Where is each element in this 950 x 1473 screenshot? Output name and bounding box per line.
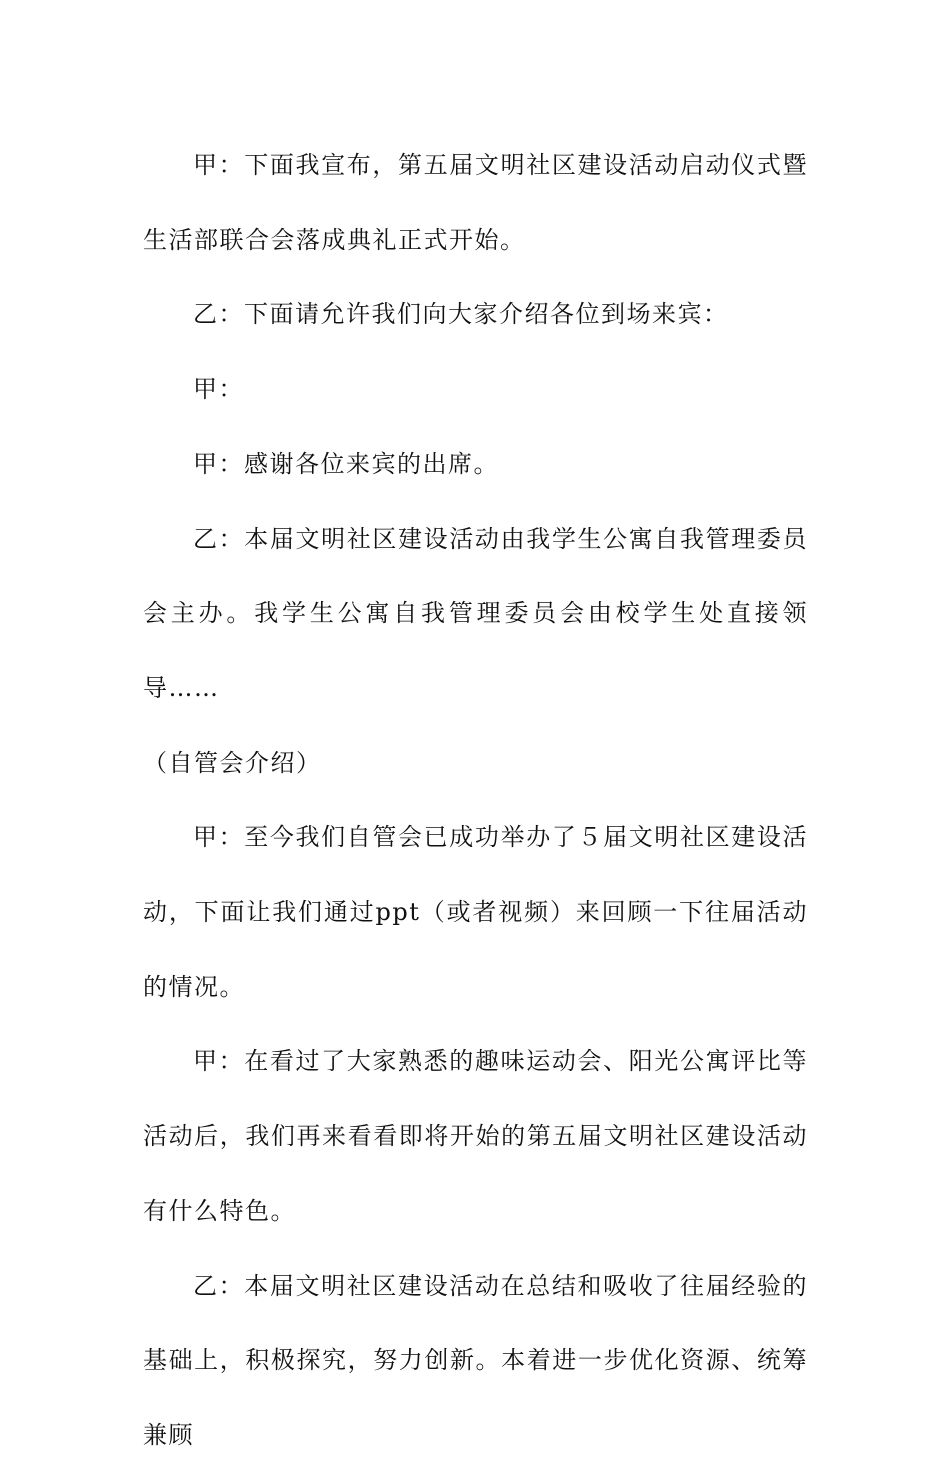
paragraph-opening-announcement: 甲：下面我宣布，第五届文明社区建设活动启动仪式暨生活部联合会落成典礼正式开始。 xyxy=(143,151,808,254)
paragraph-innovation: 乙：本届文明社区建设活动在总结和吸收了往届经验的基础上，积极探究，努力创新。本着进一步优化资源、统筹兼顾 xyxy=(143,1271,808,1449)
document-body xyxy=(143,128,808,1473)
paragraph-thanks-guests: 甲：感谢各位来宾的出席。 xyxy=(193,449,499,478)
paragraph-organizer: 乙：本届文明社区建设活动由我学生公寓自我管理委员会主办。我学生公寓自我管理委员会由校学生处直接领导…… xyxy=(143,524,808,702)
paragraph-features: 甲：在看过了大家熟悉的趣味运动会、阳光公寓评比等活动后，我们再来看看即将开始的第五届文明社区建设活动有什么特色。 xyxy=(143,1047,808,1225)
paragraph-committee-intro-note: （自管会介绍） xyxy=(143,748,322,777)
paragraph-review-past: 甲：至今我们自管会已成功举办了５届文明社区建设活动，下面让我们通过ppt（或者视频）来回顾一下往届活动的情况。 xyxy=(143,823,808,1001)
paragraph-jia-blank: 甲： xyxy=(193,375,244,404)
paragraph-guest-introduction: 乙：下面请允许我们向大家介绍各位到场来宾： xyxy=(193,300,729,329)
